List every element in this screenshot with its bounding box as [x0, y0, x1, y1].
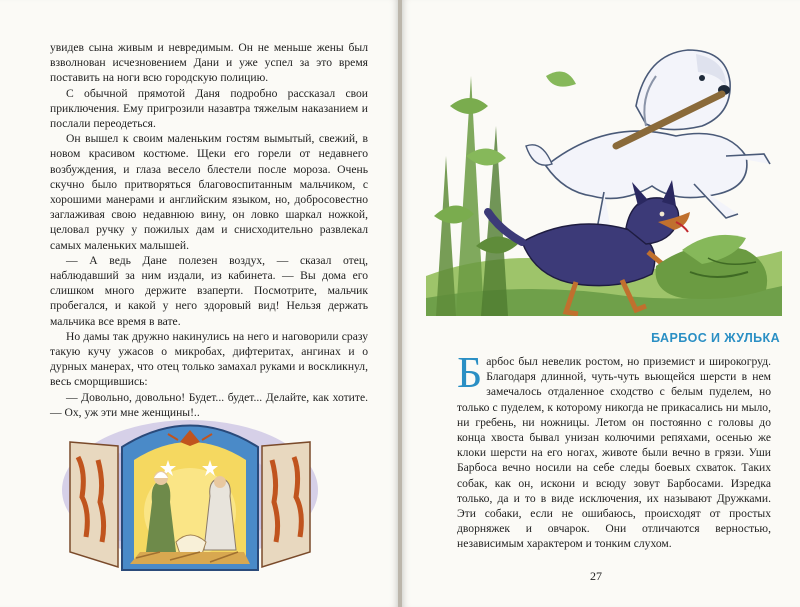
paragraph: — Довольно, довольно! Будет... будет... Делайте, как хотите.— Ох, уж эти мне женщины!..	[50, 390, 368, 419]
paragraph: Но дамы так дружно накинулись на него и наговорили сразу такую кучу ужасов о микробах, дифтеритах, ангинах и о дурных манерах, что отец только замахал руками и воскликнул, весь сморщившись:	[50, 329, 368, 389]
paragraph: увидев сына живым и невредимым. Он не меньше жены был взволнован исчезновением Дани и уже успел за это время поставить на ноги всю городскую полицию.	[50, 41, 368, 85]
nativity-illustration	[60, 402, 320, 572]
story-title: БАРБОС И ЖУЛЬКА	[651, 331, 780, 345]
left-page-text	[50, 40, 368, 420]
paragraph: — А ведь Дане полезен воздух, — сказал отец, наблюдавший за ним издали, из кабинета. — Вы дома его слишком много держите взаперти. Посмотрите, мальчик пробегался, и какой у него здоровый вид! Нельзя держать мальчика все время в вате.	[50, 253, 368, 328]
paragraph: С обычной прямотой Даня подробно рассказал свои приключения. Ему пригрозили назавтра тяжелым наказанием и послали переодеться.	[50, 86, 368, 131]
paragraph-text: арбос был невелик ростом, но приземист и широкогруд. Благодаря длинной, чуть-чуть вьющейся шерсти в нем замечалось отдаленное сходство с белым пуделем, но только с пуделем, к которому никогда не прикасались ни мыло, ни гребень, ни ножницы. Летом он постоянно с головы до конца хвоста бывал унизан колючими репяхами, осенью же клоки шерсти на его ногах, животе были вечно в грязи. Уши Барбоса вечно носили на себе следы боевых схваток. Таких собак, как он, искони и всюду зовут Барбосами. Изредка только, да и то в виде исключения, их называют Дружками. Эти собаки, если не ошибаюсь, происходят от простых дворняжек и овчарок. Они отличаются верностью, независимым характером и тонким слухом.	[457, 355, 771, 551]
paragraph: Он вышел к своим маленьким гостям вымытый, свежий, в новом красивом костюме. Щеки его горели от недавнего возбуждения, и глаза весело блестели после мороза. Очень скучно было притворяться благовоспитанным мальчиком, с хорошими манерами и английским языком, но, добросовестно заглаживая свою недавнюю вину, он ловко шаркал ножкой, целовал ручку у пожилых дам и снисходительно развлекал самых маленьких малышей.	[50, 132, 368, 252]
right-page-text	[457, 348, 771, 552]
paragraph	[457, 348, 771, 552]
drop-cap: Б	[457, 348, 483, 397]
page-number: 27	[590, 569, 602, 583]
dogs-illustration	[426, 36, 782, 316]
right-page	[402, 0, 800, 607]
left-page	[0, 0, 398, 607]
